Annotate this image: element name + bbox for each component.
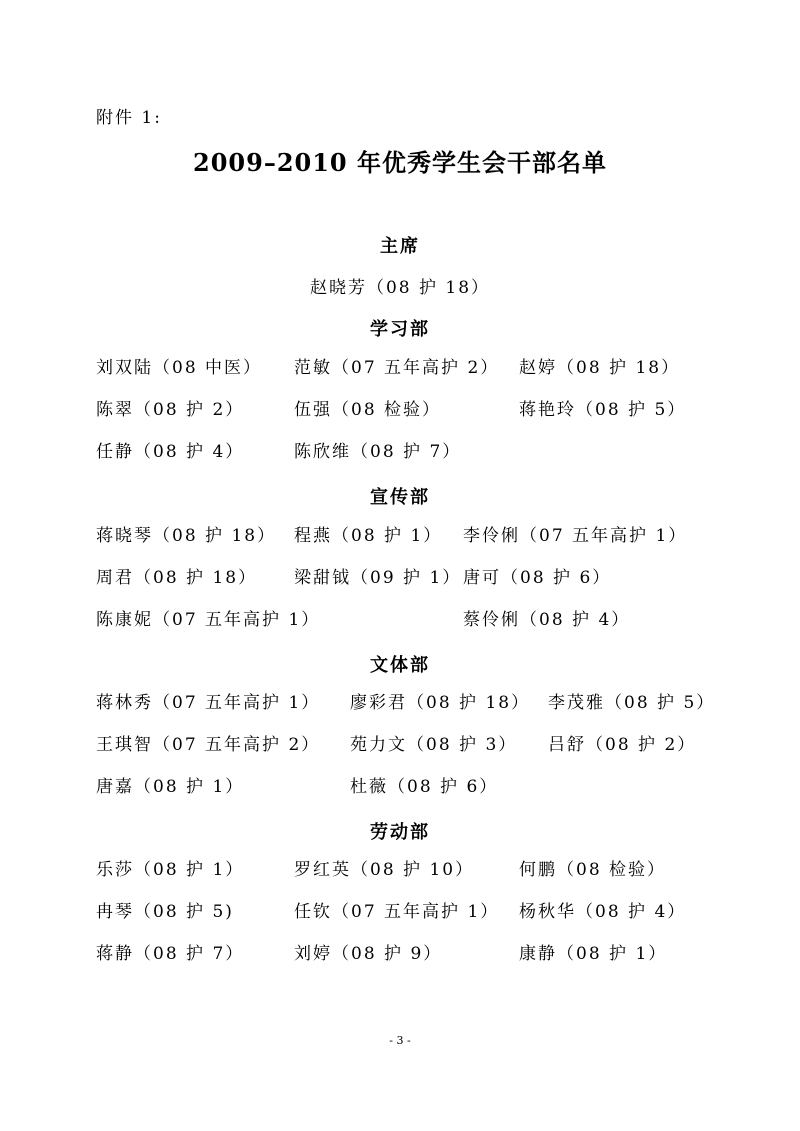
member-entry: 梁甜钺（09 护 1） [294, 568, 462, 588]
member-entry: 赵婷（08 护 18） [519, 358, 681, 378]
member-entry: 冉琴（08 护 5) [96, 902, 234, 922]
section-heading-labor: 劳动部 [370, 822, 430, 843]
member-entry: 陈翠（08 护 2） [96, 400, 245, 420]
member-entry: 蒋林秀（07 五年高护 1） [96, 693, 321, 713]
member-entry: 蒋艳玲（08 护 5） [519, 400, 687, 420]
member-entry: 苑力文（08 护 3） [350, 735, 518, 755]
member-entry: 程燕（08 护 1） [294, 526, 443, 546]
member-entry: 陈康妮（07 五年高护 1） [96, 610, 321, 630]
member-entry: 乐莎（08 护 1） [96, 860, 245, 880]
member-entry: 任静（08 护 4） [96, 442, 245, 462]
section-heading-study: 学习部 [370, 319, 430, 340]
member-entry: 蔡伶俐（08 护 4） [463, 610, 631, 630]
member-entry: 刘婷（08 护 9） [294, 944, 443, 964]
member-entry: 蒋静（08 护 7） [96, 944, 245, 964]
member-entry: 杨秋华（08 护 4） [519, 902, 687, 922]
member-entry: 何鹏（08 检验） [519, 860, 667, 880]
member-entry: 康静（08 护 1） [519, 944, 668, 964]
section-heading-publicity: 宣传部 [370, 487, 430, 508]
member-entry: 陈欣维（08 护 7） [294, 442, 462, 462]
member-entry: 王琪智（07 五年高护 2） [96, 735, 321, 755]
attachment-label: 附件 1: [96, 108, 162, 128]
member-entry: 吕舒（08 护 2） [548, 735, 697, 755]
member-entry: 任钦（07 五年高护 1） [294, 902, 500, 922]
member-entry: 刘双陆（08 中医） [96, 358, 263, 378]
member-entry: 李茂雅（08 护 5） [548, 693, 716, 713]
member-entry: 赵晓芳（08 护 18） [309, 278, 491, 298]
member-entry: 杜薇（08 护 6） [350, 777, 499, 797]
member-entry: 罗红英（08 护 10） [294, 860, 475, 880]
member-entry: 蒋晓琴（08 护 18） [96, 526, 277, 546]
member-entry: 唐可（08 护 6） [463, 568, 612, 588]
document-title: 2009–2010 年优秀学生会干部名单 [193, 148, 607, 177]
member-entry: 李伶俐（07 五年高护 1） [463, 526, 688, 546]
page-number: - 3 - [389, 1034, 411, 1047]
member-entry: 伍强（08 检验） [294, 400, 442, 420]
section-heading-culture-sports: 文体部 [370, 655, 430, 676]
member-entry: 廖彩君（08 护 18） [350, 693, 531, 713]
section-heading-chair: 主席 [380, 236, 420, 257]
member-entry: 唐嘉（08 护 1） [96, 777, 245, 797]
member-entry: 范敏（07 五年高护 2） [294, 358, 500, 378]
member-entry: 周君（08 护 18） [96, 568, 258, 588]
